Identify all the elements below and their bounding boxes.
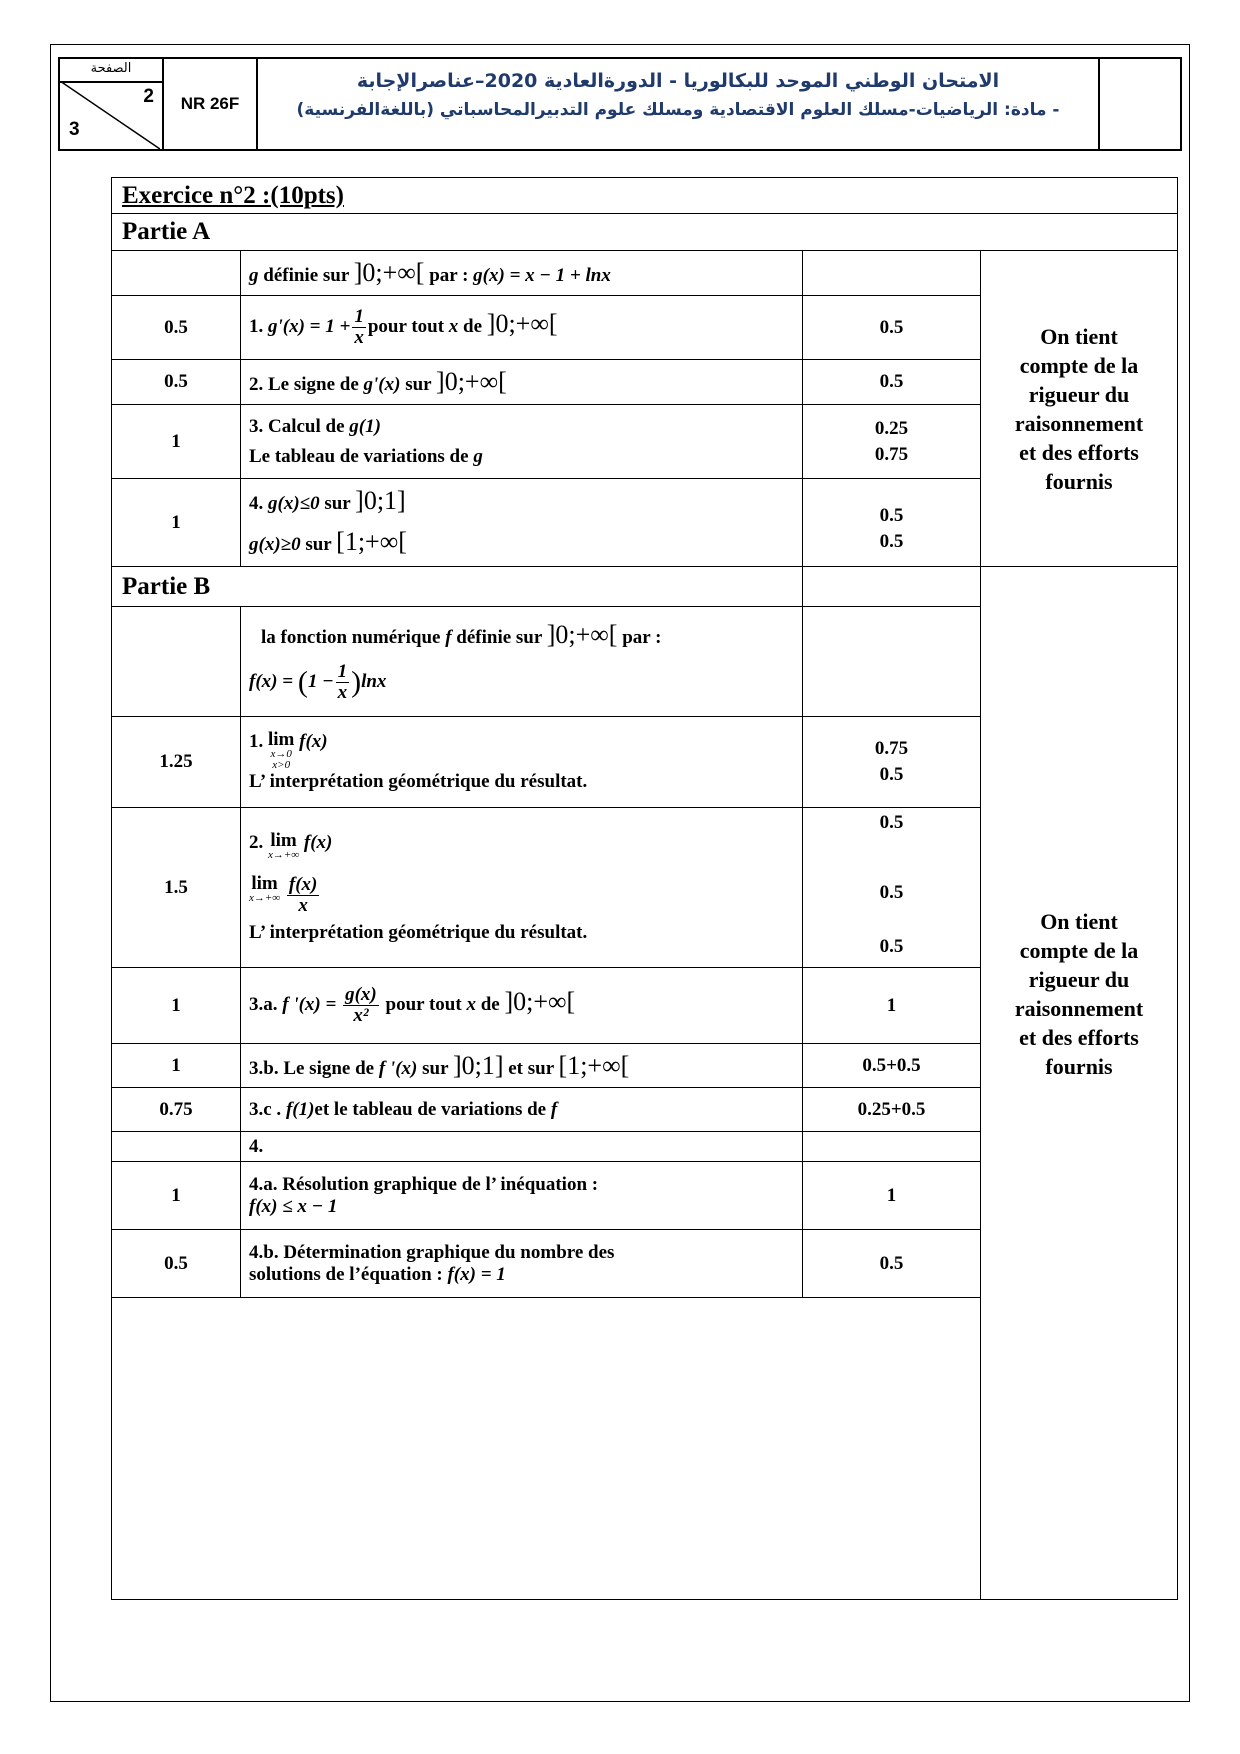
table-row: 1 3.a. f '(x) = $\frac{g(x)}{\text{x²}}$ pour tout x de ]0;+∞[ 1: [112, 968, 1178, 1044]
exam-title: [258, 59, 1100, 149]
table-row: 1.25 1. lim x→0 x>0 f(x) L’ interprétation géométrique du résultat. 0.75 0.5: [112, 717, 1178, 808]
table-row: 4.: [112, 1132, 1178, 1162]
page-number-box: [60, 59, 164, 149]
empty-row: [112, 1298, 1178, 1600]
part-a-title: Partie A: [112, 214, 1178, 251]
table-row: 1 4. g(x)≤0 sur ]0;1] g(x)≥0 sur [1;+∞[ 0.5 0.5: [112, 479, 1178, 567]
page-label: الصفحة: [60, 59, 162, 83]
part-b-title: Partie B: [112, 567, 803, 607]
note-part-a: On tient compte de la rigueur du raisonnement et des efforts fournis: [981, 251, 1178, 567]
total-pages: 3: [69, 119, 80, 140]
table-row: 0.5 4.b. Détermination graphique du nombre des solutions de l’équation : f(x) = 1 0.5: [112, 1230, 1178, 1298]
part-b-definition: la fonction numérique f définie sur ]0;+∞[ par : f(x) = (1 − $\frac{1}{x}$ )lnx: [241, 607, 803, 717]
header-blank-cell: [1100, 59, 1180, 149]
part-a-definition: g définie sur ]0;+∞[ par : g(x) = x − 1 + lnx: [241, 251, 803, 296]
table-row: 0.5 1. g'(x) = 1 + $\frac{1}{x}$ pour tout x de ]0;+∞[ 0.5: [112, 296, 1178, 360]
table-row: [112, 251, 1178, 296]
title-line-1: الامتحان الوطني الموحد للبكالوريا - الدورةالعادية 2020–عناصرالإجابة: [356, 70, 1000, 92]
current-page: 2: [143, 86, 154, 107]
table-row: 1.5 2. lim x→+∞ f(x) lim x→+∞ $\frac{f(x)}{x}$ L’ interprétation géométrique du résultat. 0.5 0.5 0.5: [112, 808, 1178, 968]
exam-code: NR 26F: [164, 59, 258, 149]
table-row: 0.75 3.c . f(1)et le tableau de variations de f 0.25+0.5: [112, 1088, 1178, 1132]
grading-table: [111, 177, 1178, 1600]
table-row: 1 4.a. Résolution graphique de l’ inéquation : f(x) ≤ x − 1 1: [112, 1162, 1178, 1230]
title-line-2: - مادة: الرياضيات-مسلك العلوم الاقتصادية ومسلك علوم التدبيرالمحاسباتي (باللغةالفرنسية): [296, 100, 1060, 120]
exercise-title: Exercice n°2 :(10pts): [112, 178, 1178, 214]
table-row: 0.5 2. Le signe de g'(x) sur ]0;+∞[ 0.5: [112, 360, 1178, 405]
table-row: [112, 567, 1178, 607]
table-row: 1 3. Calcul de g(1) Le tableau de variations de g 0.25 0.75: [112, 405, 1178, 479]
table-row: 1 3.b. Le signe de f '(x) sur ]0;1] et sur [1;+∞[ 0.5+0.5: [112, 1044, 1178, 1088]
exam-header: [58, 57, 1182, 151]
note-part-b: On tient compte de la rigueur du raisonnement et des efforts fournis: [981, 567, 1178, 1600]
